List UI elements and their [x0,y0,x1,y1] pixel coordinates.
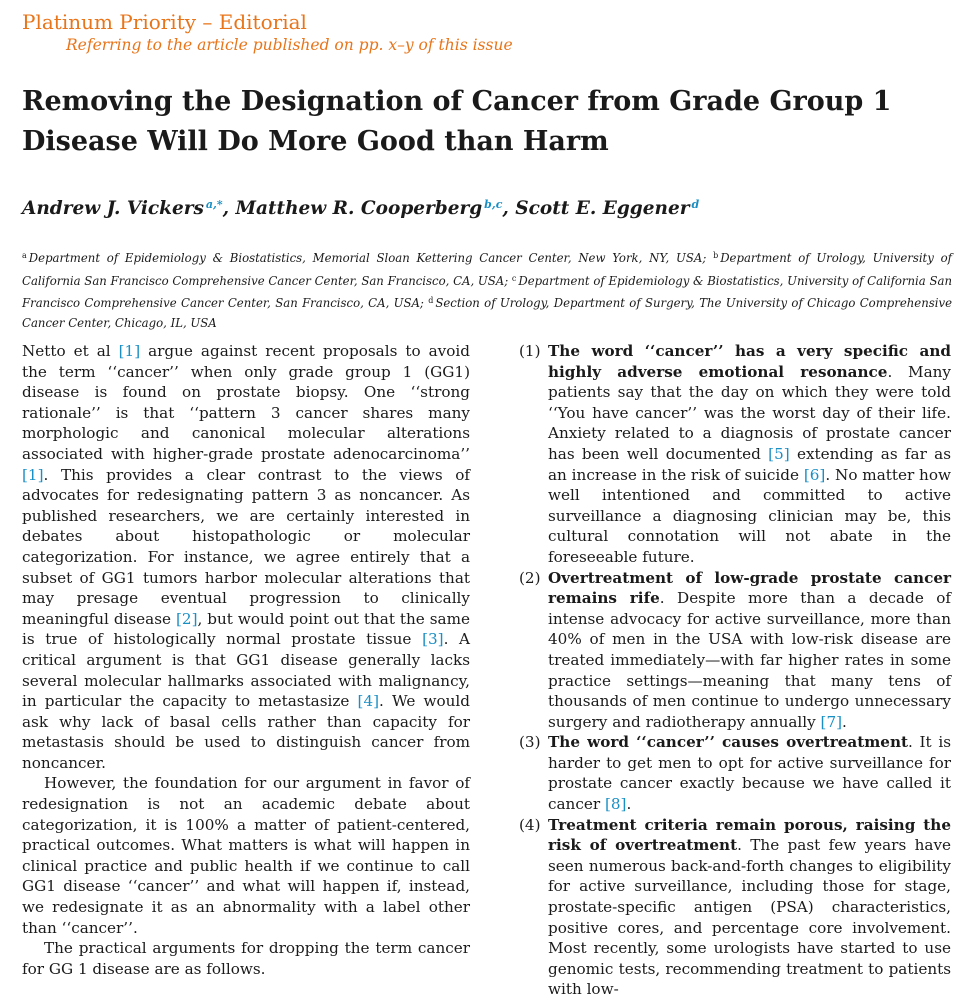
body-paragraph-2: However, the foundation for our argument in favor of redesignation is not an academic debate about categorization, it is 100% a matter of patient-centered, practical outcomes. What matters is what will happen in clinical practice and public health if we continue to call GG1 disease ‘‘cancer’’ and what will happen if, instead, we redesignate it as an abnormality with a label other than ‘‘cancer’’. [22,774,470,937]
citation-link[interactable]: [4] [357,692,380,711]
article-title: Removing the Designation of Cancer from Grade Group 1 Disease Will Do More Good than Harm [22,86,892,157]
affiliation-text: Department of Urology, University of California San Francisco Comprehensive Cancer Center, San Francisco, CA, USA; [22,251,952,288]
author-list: Andrew J. Vickers $^{a,*}$, Matthew R. Cooperberg $^{b,c}$, Scott E. Eggener $^d$ [22,198,700,219]
affiliation-text: Section of Urology, Department of Surgery, The University of Chicago Comprehensive Cancer Center, Chicago, IL, USA [22,296,952,330]
citation-link[interactable]: [1] [22,465,44,484]
item-heading: Overtreatment of low-grade prostate cancer remains rife [548,568,951,608]
item-number: (2) [519,568,541,587]
affiliation-marker: c [511,273,517,283]
affiliations [22,246,952,333]
body-paragraph-1: Netto et al [1] argue against recent proposals to avoid the term ‘‘cancer’’ when only grade group 1 (GG1) disease is found on prostate biopsy. One ‘‘strong rationale’’ is that ‘‘pattern 3 cancer shares many morphologic and canonical molecular alterations associated with higher-grade prostate adenocarcinoma’’ [1]. This provides a clear contrast to the views of advocates for redesignating pattern 3 as noncancer. As published researchers, we are certainly interested in debates about histopathologic or molecular categorization. For instance, we agree entirely that a subset of GG1 tumors harbor molecular alterations that may presage eventual progression to clinically meaningful disease [2], but would point out that the same is true of histologically normal prostate tissue [3]. A critical argument is that GG1 disease generally lacks several molecular hallmarks associated with malignancy, in particular the capacity to metastasize [4]. We would ask why lack of basal cells rather than capacity for metastasis should be used to distinguish cancer from noncancer. [22,342,471,772]
author-name: Matthew R. Cooperberg [235,198,483,219]
citation-link[interactable]: [2] [175,609,198,628]
item-heading: The word ‘‘cancer’’ causes overtreatment [548,733,909,752]
item-heading: Treatment criteria remain porous, raising the risk of overtreatment [548,815,951,855]
citation-link[interactable]: [7] [820,712,843,731]
author-name: Scott E. Eggener [515,198,690,219]
item-number: (4) [519,815,541,834]
affiliation-marker: b [713,251,719,260]
item-heading: The word ‘‘cancer’’ has a very specific and highly adverse emotional resonance [548,342,951,381]
numbered-argument: (1) The word ‘‘cancer’’ has a very specific and highly adverse emotional resonance. Many patients say that the day on which they were told ‘‘You have cancer’’ was the worst day of their life. Anxiety related to a diagnosis of prostate cancer has been well documented [5] extending as far as an increase in the risk of suicide [6]. No matter how well intentioned and committed to active surveillance a diagnosing clinician may be, this cultural connotation will not abate in the foreseeable future. [519,342,952,566]
author-name: Andrew J. Vickers [22,198,204,219]
referring-note: Referring to the article published on pp. x–y of this issue [66,36,513,54]
affiliation-marker: a [22,251,27,260]
item-number: (3) [519,733,541,752]
numbered-argument: (3) The word ‘‘cancer’’ causes overtreatment. It is harder to get men to opt for active surveillance for prostate cancer exactly because we have called it cancer [8]. [519,733,951,814]
affiliation-text: Department of Epidemiology & Biostatistics, University of California San Francisco Comprehensive Cancer Center, San Francisco, CA, USA; [22,273,952,310]
citation-link[interactable]: [1] [118,342,141,360]
body-left-column [22,341,470,979]
citation-link[interactable]: [8] [604,795,627,814]
author-affiliation-marker[interactable]: b,c [484,198,503,211]
author-affiliation-marker[interactable]: d [691,198,700,211]
citation-link[interactable]: [5] [768,444,790,463]
body-paragraph-3: The practical arguments for dropping the term cancer for GG 1 disease are as follows. [22,939,470,978]
section-label: Platinum Priority – Editorial [22,10,307,34]
item-number: (1) [519,342,541,360]
affiliation-text: Department of Epidemiology & Biostatistics, Memorial Sloan Kettering Cancer Center, New York, NY, USA; [28,251,714,265]
author-affiliation-marker[interactable]: a,* [205,198,223,211]
numbered-argument: (4) Treatment criteria remain porous, raising the risk of overtreatment. The past few years have seen numerous back-and-forth changes to eligibility for active surveillance, including those for stage, prostate-specific antigen (PSA) characteristics, positive cores, and percentage core involvement. Most recently, some urologists have started to use genomic tests, recommending treatment to patients with low- [519,815,952,999]
numbered-argument: (2) Overtreatment of low-grade prostate cancer remains rife. Despite more than a decade of intense advocacy for active surveillance, more than 40% of men in the USA with low-risk disease are treated immediately—with far higher rates in some practice settings—meaning that many tens of thousands of men continue to undergo unnecessary surgery and radiotherapy annually [7]. [519,568,951,731]
citation-link[interactable]: [6] [803,465,826,484]
body-right-column [519,341,951,1000]
affiliation-marker: d [428,296,434,305]
citation-link[interactable]: [3] [422,630,444,649]
